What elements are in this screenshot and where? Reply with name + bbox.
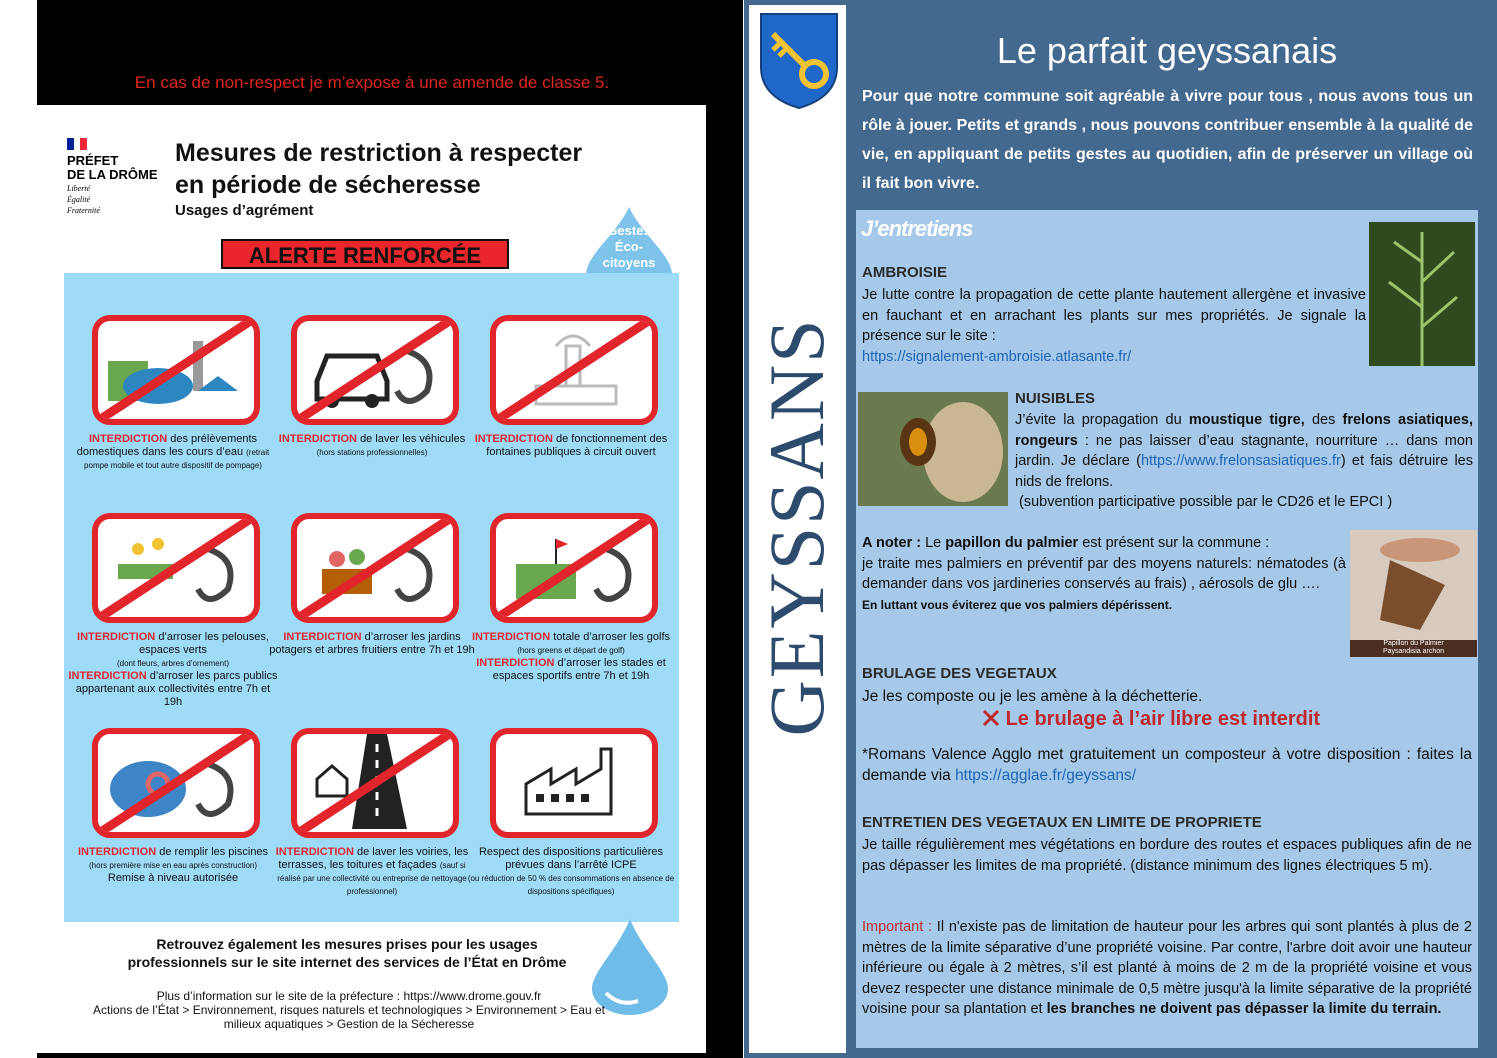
agglo-link[interactable]: https://agglae.fr/geyssans/: [955, 766, 1136, 784]
important-body: Il n'existe pas de limitation de hauteur pour les arbres qui sont plantés à plus de 2 mètres de la limite séparative d’une propriété voisine. Par contre, l'arbre doit avoir une hauteur inférieure ou égale à 2 mètres, s’il est planté à moins de 2 m de la propriété voisine et vous devez respecter une distance minimale de 0,5 mètre jusqu'à la limite séparative de la propriété voisine pour sa plantation et: [862, 919, 1472, 1017]
footer-bold-line2: professionnels sur le site internet des services de l’État en Drôme: [127, 954, 567, 970]
restriction-desc: d’arroser les jardins potagers et arbres fruitiers entre 7h et 19h: [269, 631, 475, 656]
restriction-desc: de laver les voiries, les terrasses, les toitures et façades: [278, 846, 469, 871]
lawn-watering-icon: [92, 513, 260, 623]
papillon-caption-1: Papillon du Palmier: [1383, 640, 1444, 647]
gestes-word1: Gestes: [607, 223, 651, 238]
prefet-line1: PRÉFET: [67, 153, 119, 168]
gestes-badge: [582, 223, 676, 271]
palmier-text: [862, 533, 1346, 615]
restriction-desc: des prélèvements domestiques dans les cours d’eau: [76, 433, 258, 458]
nuisibles-t4: ) et fais détruire les nids de frelons.: [1015, 453, 1473, 490]
prefet-line2: DE LA DRÔME: [67, 167, 158, 182]
brulage-text: Je les composte ou je les amène à la déchetterie.: [862, 688, 1203, 705]
interdiction-label: INTERDICTION: [278, 433, 357, 445]
fountain-icon: [490, 315, 658, 425]
devise-egalite: Égalité: [67, 195, 91, 204]
important-label: Important :: [862, 919, 933, 935]
golf-stadium-icon: [490, 513, 658, 623]
restrictions-panel: [64, 273, 679, 922]
section-heading: J’entretiens: [861, 216, 973, 241]
interdiction-label: INTERDICTION: [283, 631, 362, 643]
devise-fraternite: Fraternité: [67, 206, 100, 215]
devise-liberte: Liberté: [67, 184, 91, 193]
alerte-banner: ALERTE RENFORCÉE: [221, 239, 509, 269]
poster-title-line2: en période de sécheresse: [175, 171, 481, 199]
pool-icon: [92, 728, 260, 838]
nuisibles-t1: J’évite la propagation du: [1015, 412, 1189, 428]
ambroisie-photo: [1369, 222, 1475, 366]
entretien-text: Je taille régulièrement mes végétations en bordure des routes et espaces publiques afin de ne pas dépasser les limites de ma propriété. (distance minimum des lignes électriques 5 m).: [862, 837, 1472, 874]
palmier-t1: Le: [921, 535, 946, 551]
brulage-heading: BRULAGE DES VEGETAUX: [862, 665, 1057, 682]
footer-bold-line1: Retrouvez également les mesures prises pour les usages: [156, 936, 538, 952]
agglo-body: *Romans Valence Agglo met gratuitement un composteur à votre disposition : faites la demande via: [862, 746, 1472, 784]
papillon-photo: [1350, 530, 1477, 657]
nuisibles-frelons: frelons asiatiques, rongeurs: [1015, 412, 1473, 449]
poster-title: [175, 137, 675, 201]
interdiction-label: INTERDICTION: [68, 670, 147, 682]
restriction-note: (hors greens et départ de golf): [517, 646, 625, 655]
interdiction-label: INTERDICTION: [471, 631, 551, 643]
frelon-photo: [858, 392, 1008, 506]
restriction-desc-2: d’arroser les stades et espaces sportifs entre 7h et 19h: [492, 657, 666, 682]
footer-info-line3: milieux aquatiques > Gestion de la Sécheresse: [223, 1017, 475, 1031]
prefet-logo: [67, 138, 177, 215]
side-title: GEYSSANS: [753, 317, 840, 737]
entretien-heading: ENTRETIEN DES VEGETAUX EN LIMITE DE PROPRIETE: [862, 814, 1262, 831]
footer-info-line1: Plus d’information sur le site de la préfecture : https://www.drome.gouv.fr: [156, 989, 542, 1003]
key-crest-icon: [759, 12, 839, 110]
gestes-word3: citoyens: [602, 255, 656, 270]
palmier-name: papillon du palmier: [945, 535, 1079, 551]
nuisibles-moustique: moustique tigre,: [1188, 412, 1305, 428]
cross-icon: [982, 709, 1000, 727]
ambroisie-link[interactable]: https://signalement-ambroisie.atlasante.fr/: [862, 348, 1132, 365]
nuisibles-t2: des: [1304, 412, 1343, 428]
ambroisie-body: Je lutte contre la propagation de cette plante hautement allergène et invasive en fauchant et en arrachant les plants sur mes propriétés. Je signale la présence sur le site :: [862, 287, 1366, 344]
intro-text: Pour que notre commune soit agréable à vivre pour tous , nous avons tous un rôle à jouer. Petits et grands , nous pouvons contribuer ensemble à la qualité de vie, en appliquant de petits gestes au quotidien, afin de préserver un village où il fait bon vivre.: [862, 88, 1473, 192]
amende-notice: En cas de non-respect je m’expose à une amende de classe 5.: [134, 73, 610, 92]
gestes-word2: Éco-: [614, 239, 644, 254]
interdiction-label: INTERDICTION: [88, 433, 168, 445]
restriction-desc-2: d’arroser les parcs publics appartenant aux collectivités entre 7h et 19h: [75, 670, 278, 708]
restriction-text-1: [68, 433, 278, 472]
poster-subtitle: Usages d’agrément: [175, 202, 314, 219]
restriction-text-9: [466, 846, 676, 898]
restriction-text-7: [68, 846, 278, 885]
restriction-desc: de laver les véhicules: [360, 433, 466, 445]
factory-icon: [490, 728, 658, 838]
interdiction-label: INTERDICTION: [275, 846, 354, 858]
nuisibles-text: [1015, 410, 1473, 513]
restriction-text-8: [267, 846, 477, 898]
road-cleaning-icon: [291, 728, 459, 838]
brulage-interdit: [982, 708, 1320, 731]
restriction-desc: Respect des dispositions particulières prévues dans l’arrêté ICPE: [478, 846, 664, 871]
poster-title-line1: Mesures de restriction à respecter: [175, 139, 583, 167]
restriction-desc-2: Remise à niveau autorisée: [107, 872, 239, 884]
interdiction-label: INTERDICTION: [77, 631, 156, 643]
restriction-note: (hors première mise en eau après construction): [88, 861, 258, 870]
palmier-conclusion: En luttant vous éviterez que vos palmiers dépérissent.: [862, 597, 1173, 612]
interdiction-label: INTERDICTION: [476, 657, 555, 669]
restriction-text-4: [68, 631, 278, 709]
page-title: Le parfait geyssanais: [996, 30, 1338, 71]
restriction-desc: totale d’arroser les golfs: [553, 631, 671, 643]
restriction-text-6: [466, 631, 676, 683]
restriction-note: (ou réduction de 50 % des consommations en absence de dispositions spécifiques): [467, 874, 675, 896]
restriction-note: (hors stations professionnelles): [316, 448, 428, 457]
nuisibles-heading: NUISIBLES: [1015, 390, 1096, 407]
papillon-caption-2: Paysandisia archon: [1382, 648, 1445, 655]
brulage-interdit-text: Le brulage à l’air libre est interdit: [1005, 708, 1321, 730]
secheresse-poster: [37, 105, 706, 1053]
palmier-t2: est présent sur la commune :: [1078, 535, 1270, 551]
papillon-caption: [1350, 640, 1477, 657]
footer-info-line2: Actions de l’État > Environnement, risques naturels et technologiques > Environnement > Eau et: [93, 1003, 605, 1017]
restriction-text-3: [466, 433, 676, 459]
palmier-note-label: A noter :: [862, 535, 922, 551]
restriction-desc: d’arroser les pelouses, espaces verts: [139, 631, 269, 656]
poster-footer-bold: [67, 935, 627, 971]
important-bold: les branches ne doivent pas dépasser la limite du terrain.: [1046, 1001, 1442, 1017]
french-flag-icon: [67, 138, 87, 150]
interdiction-label: INTERDICTION: [77, 846, 157, 858]
poster-footer-info: [59, 989, 639, 1031]
restriction-text-2: [267, 433, 477, 459]
interdiction-label: INTERDICTION: [474, 433, 553, 445]
ambroisie-heading: AMBROISIE: [862, 264, 948, 281]
restriction-note: (dont fleurs, arbres d’ornement): [116, 659, 230, 668]
palmier-t3: je traite mes palmiers en préventif par des moyens naturels: nématodes (à demander dans vos jardineries conservés au frais) , aérosols de glu ….: [862, 555, 1346, 592]
restriction-note: (sauf si réalisé par une collectivité ou entreprise de nettoyage professionnel): [277, 861, 467, 896]
restriction-desc: de remplir les piscines: [159, 846, 269, 858]
vegetable-garden-icon: [291, 513, 459, 623]
entretiens-panel: [856, 210, 1478, 1048]
restriction-desc: de fonctionnement des fontaines publiques à circuit ouvert: [486, 433, 668, 458]
car-wash-icon: [291, 315, 459, 425]
river-pump-icon: [92, 315, 260, 425]
frelons-link[interactable]: https://www.frelonsasiatiques.fr: [1140, 453, 1341, 469]
nuisibles-subvention: (subvention participative possible par le CD26 et le EPCI ): [1019, 494, 1393, 510]
restriction-note: (retrait pompe mobile et tout autre dispositif de pompage): [84, 448, 270, 470]
agglo-text: [862, 745, 1472, 786]
ambroisie-text: [862, 285, 1366, 367]
nuisibles-t3: : ne pas laisser d’eau stagnante, nourriture … dans mon jardin. Je déclare (: [1015, 432, 1473, 469]
restriction-text-5: [267, 631, 477, 657]
important-text: [862, 917, 1472, 1020]
